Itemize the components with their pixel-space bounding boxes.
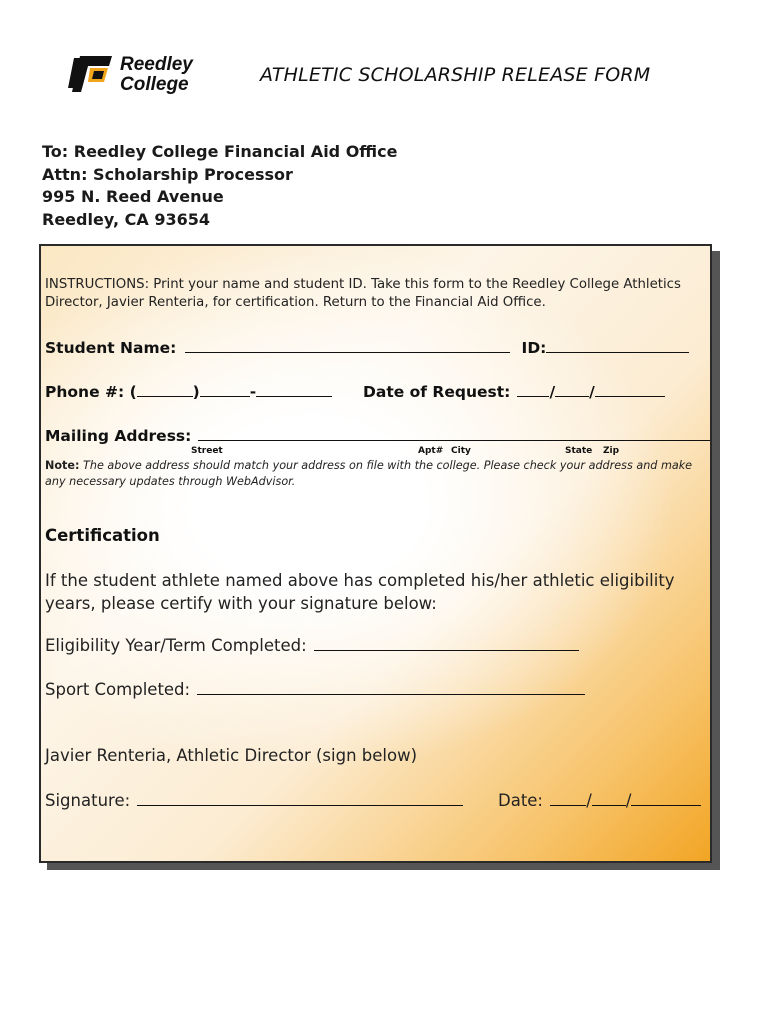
student-name-field[interactable]: [185, 338, 510, 353]
date-slash-1: /: [549, 383, 556, 401]
mailing-row: [45, 426, 710, 445]
note-label: Note:: [45, 459, 80, 472]
address-to: To: Reedley College Financial Aid Office: [42, 142, 398, 161]
date-request-label: Date of Request:: [363, 383, 511, 401]
request-day-field[interactable]: [555, 382, 589, 397]
certification-text: If the student athlete named above has completed his/her athletic eligibility years, please certify with your signature below:: [45, 571, 675, 613]
address-attn: Attn: Scholarship Processor: [42, 164, 293, 184]
phone-label: Phone #: (: [45, 383, 137, 401]
phone-row: [45, 382, 332, 401]
student-name-row: [45, 338, 689, 357]
addr-state-caption: State: [565, 446, 593, 456]
addr-apt-caption: Apt#: [418, 446, 444, 456]
recipient-address: [42, 141, 397, 231]
mailing-address-label: Mailing Address:: [45, 427, 192, 445]
cert-date-label: Date:: [498, 791, 543, 810]
addr-zip-caption: Zip: [603, 446, 620, 456]
id-label: ID:: [521, 339, 547, 357]
signature-field[interactable]: [137, 791, 463, 806]
eligibility-field[interactable]: [314, 636, 579, 651]
cert-year-field[interactable]: [631, 791, 701, 806]
date-request-row: [363, 382, 665, 401]
director-line: Javier Renteria, Athletic Director (sign below): [45, 746, 418, 765]
eligibility-row: [45, 636, 579, 655]
address-city: Reedley, CA 93654: [42, 209, 211, 229]
cert-month-field[interactable]: [550, 791, 586, 806]
phone-dash: -: [249, 383, 257, 401]
cert-day-field[interactable]: [592, 791, 626, 806]
cert-date-slash-1: /: [586, 791, 592, 810]
signature-row: [45, 791, 463, 810]
form-title: ATHLETIC SCHOLARSHIP RELEASE FORM: [260, 64, 651, 86]
address-note: [45, 458, 712, 490]
cert-date-row: [498, 791, 701, 810]
eligibility-label: Eligibility Year/Term Completed:: [45, 636, 307, 655]
logo-text-bottom: College: [120, 74, 189, 94]
college-logo: [68, 52, 223, 94]
date-slash-2: /: [589, 383, 595, 401]
student-name-label: Student Name:: [45, 339, 177, 357]
phone-prefix-field[interactable]: [200, 382, 250, 397]
logo-mark-icon: [68, 52, 223, 94]
sport-label: Sport Completed:: [45, 680, 191, 699]
student-id-field[interactable]: [546, 338, 689, 353]
logo-text-top: Reedley: [120, 54, 193, 75]
form-panel: [39, 244, 712, 863]
sport-field[interactable]: [197, 680, 585, 695]
certification-heading: Certification: [45, 526, 160, 545]
addr-city-caption: City: [451, 446, 471, 456]
request-month-field[interactable]: [517, 382, 549, 397]
phone-line-field[interactable]: [256, 382, 332, 397]
addr-street-caption: Street: [191, 446, 223, 456]
note-text: The above address should match your address on file with the college. Please check your address and make any necessary updates through WebAdvisor.: [45, 459, 693, 488]
sport-row: [45, 680, 585, 699]
phone-paren-close: ): [192, 383, 200, 401]
mailing-address-field[interactable]: [198, 426, 710, 441]
cert-date-slash-2: /: [625, 791, 632, 810]
phone-area-code-field[interactable]: [137, 382, 193, 397]
instructions-text: INSTRUCTIONS: Print your name and student ID. Take this form to the Reedley College Athletics Director, Javier Renteria, for certification. Return to the Financial Aid Office.: [45, 277, 681, 310]
signature-label: Signature:: [45, 791, 131, 810]
request-year-field[interactable]: [595, 382, 665, 397]
address-street: 995 N. Reed Avenue: [42, 187, 224, 206]
